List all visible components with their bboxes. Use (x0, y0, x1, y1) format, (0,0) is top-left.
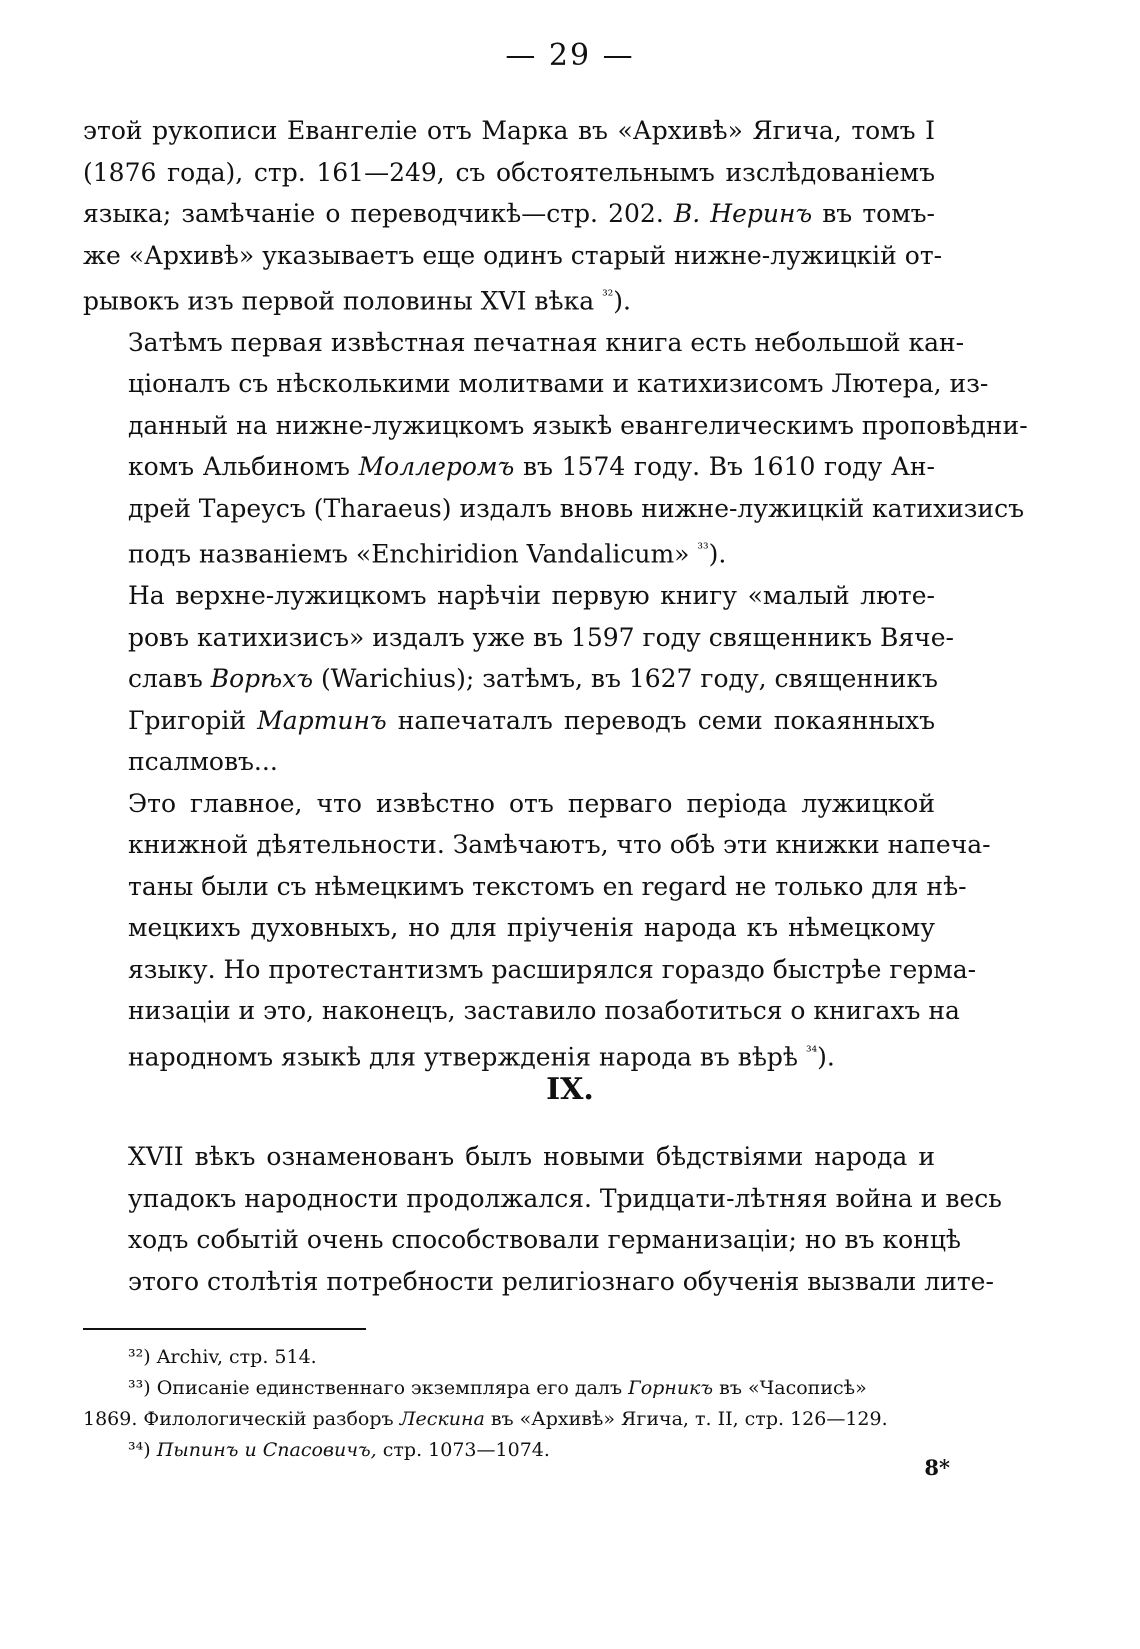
author-name-italic: Моллеромъ (358, 452, 515, 482)
text-fragment: языка; замѣчаніе о переводчикѣ—стр. 202. (83, 199, 664, 228)
text-line: мецкихъ духовныхъ, но для пріученія народа къ нѣмецкому (128, 913, 935, 943)
text-line (83, 193, 935, 235)
text-line: упадокъ народности продолжался. Тридцати-лѣтняя война и весь (128, 1183, 1002, 1213)
author-name-italic: Лескина (399, 1408, 485, 1430)
text-fragment: (Warichius); затѣмъ, въ 1627 году, священникъ (320, 664, 938, 694)
text-fragment: рывокъ изъ первой половины XVI вѣка (83, 286, 595, 316)
paragraph-1 (83, 110, 943, 322)
footnote-text: Описаніе единственнаго экземпляра его далъ (156, 1377, 623, 1399)
text-line: На верхне-лужицкомъ нарѣчіи первую книгу «малый люте- (128, 581, 935, 611)
text-line: низаціи и это, наконецъ, заставило позаботиться о книгахъ на (128, 996, 960, 1026)
text-line: данный на нижне-лужицкомъ языкѣ евангелическимъ проповѣдни- (128, 410, 1028, 440)
main-text-lower (83, 1136, 1002, 1302)
text-fragment: комъ Альбиномъ (128, 452, 350, 482)
text-line: ціоналъ съ нѣсколькими молитвами и катихизисомъ Лютера, из- (128, 369, 989, 399)
author-name-italic: Ворѣхъ (210, 664, 313, 694)
author-name-italic: В. Неринъ (673, 199, 813, 228)
paragraph-3 (83, 575, 954, 783)
footnote-ref-33: ³³ (697, 541, 709, 558)
text-fragment: подъ названіемъ «Enchiridion Vandalicum» (128, 539, 690, 569)
page-number: — 29 — (505, 38, 635, 73)
author-name-italic: Пыпинъ и Спасовичъ, (156, 1439, 377, 1461)
author-name-italic: Горникъ (628, 1377, 714, 1399)
text-line: псалмовъ... (128, 747, 278, 777)
paragraph-4 (83, 783, 991, 1078)
footnote-mark: ³²) (128, 1346, 151, 1368)
text-fragment: напечаталъ переводъ семи покаянныхъ (397, 705, 935, 735)
paragraph-5 (83, 1136, 1002, 1302)
footnote-ref-34: ³⁴ (805, 1043, 818, 1060)
text-fragment: народномъ языкѣ для утвержденія народа въ вѣрѣ (128, 1041, 798, 1071)
text-line (83, 446, 935, 488)
footnote-text: Archiv, стр. 514. (156, 1346, 317, 1368)
footnote-text: 1869. Филологическій разборъ (83, 1408, 394, 1430)
footnote-mark: ³³) (128, 1377, 151, 1399)
text-line: книжной дѣятельности. Замѣчаютъ, что обѣ эти книжки напеча- (128, 830, 991, 860)
author-name-italic: Мартинъ (257, 705, 387, 735)
footnote-33-continued (83, 1404, 935, 1435)
text-line: ходъ событій очень способствовали германизаціи; но въ концѣ (128, 1225, 961, 1254)
text-line: этой рукописи Евангеліе отъ Марка въ «Архивѣ» Ягича, томъ I (83, 116, 935, 145)
text-line (83, 276, 935, 322)
text-line: дрей Тареусъ (Tharaeus) издалъ вновь нижне-лужицкій катихизисъ (128, 493, 1024, 523)
text-line: языку. Но протестантизмъ расширялся гораздо быстрѣе герма- (128, 954, 977, 984)
text-line (83, 1032, 935, 1078)
text-line: этого столѣтія потребности религіознаго обученія вызвали лите- (128, 1266, 994, 1296)
text-line: Затѣмъ первая извѣстная печатная книга есть небольшой кан- (128, 327, 965, 357)
footnote-text: стр. 1073—1074. (382, 1439, 550, 1461)
paragraph-2 (83, 322, 1028, 575)
footnotes (83, 1342, 935, 1466)
footnote-divider (83, 1328, 366, 1330)
footnote-text: въ «Архивѣ» Ягича, т. II, стр. 126—129. (490, 1408, 888, 1430)
text-fragment: въ 1574 году. Въ 1610 году Ан- (522, 452, 935, 482)
text-fragment: славъ (128, 664, 203, 694)
text-line: XVII вѣкъ ознаменованъ былъ новыми бѣдствіями народа и (128, 1142, 935, 1171)
footnote-32 (83, 1342, 935, 1373)
text-fragment: Григорій (128, 705, 247, 735)
text-fragment: ). (613, 286, 631, 316)
text-line (83, 529, 935, 575)
text-fragment: ). (708, 539, 727, 569)
section-heading: IX. (546, 1072, 594, 1107)
text-line: (1876 года), стр. 161—249, съ обстоятельнымъ изслѣдованіемъ (83, 157, 935, 187)
text-line: же «Архивѣ» указываетъ еще одинъ старый нижне-лужицкій от- (83, 240, 943, 270)
text-line: таны были съ нѣмецкимъ текстомъ en regard не только для нѣ- (128, 871, 967, 901)
text-line (83, 700, 935, 742)
footnote-text: въ «Часописѣ» (719, 1377, 867, 1399)
text-line (83, 658, 938, 700)
signature-mark: 8* (924, 1455, 950, 1480)
footnote-34 (83, 1435, 935, 1466)
footnote-ref-32: ³² (602, 288, 614, 304)
text-fragment: ). (817, 1041, 835, 1071)
text-line: Это главное, что извѣстно отъ перваго періода лужицкой (128, 788, 935, 818)
text-fragment: въ томъ- (822, 199, 935, 228)
footnote-33 (83, 1373, 935, 1404)
text-line: ровъ катихизисъ» издалъ уже въ 1597 году священникъ Вяче- (128, 622, 954, 652)
main-text-upper (83, 110, 1028, 1077)
footnote-mark: ³⁴) (128, 1439, 151, 1461)
